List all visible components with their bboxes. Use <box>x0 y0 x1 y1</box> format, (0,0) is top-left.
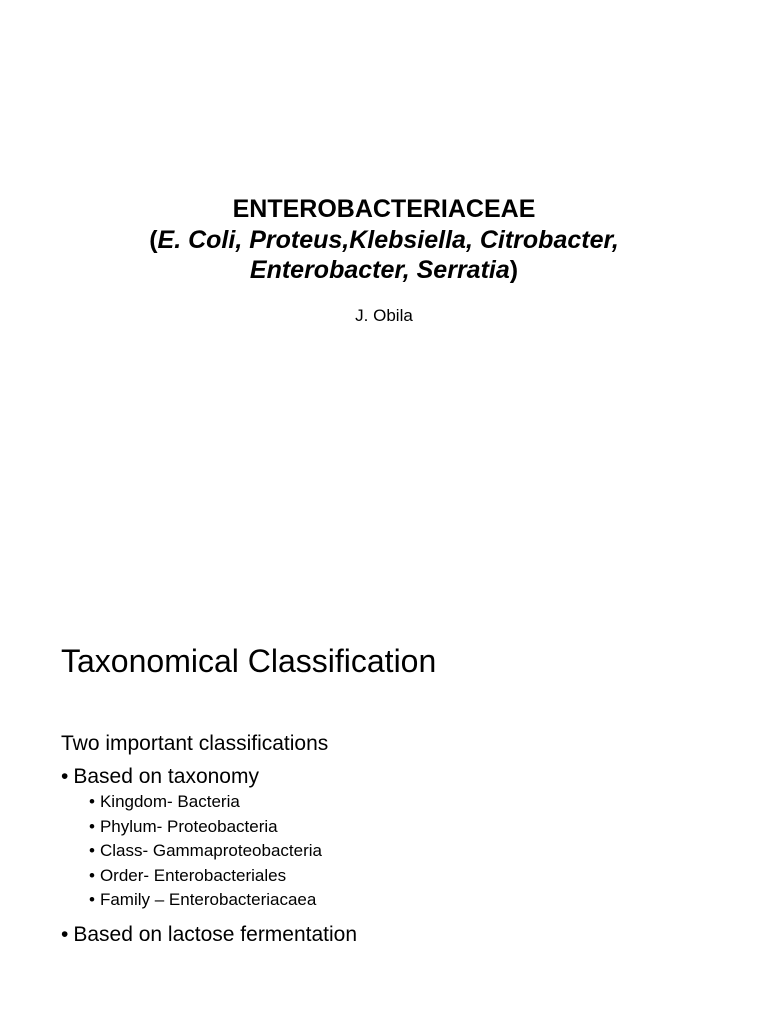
author-name: J. Obila <box>355 306 413 325</box>
sub-bullet-item <box>89 815 741 840</box>
title-line-2 <box>0 225 768 256</box>
sub-bullet-label: Order- Enterobacteriales <box>99 865 287 885</box>
taxonomy-sub-list <box>61 790 741 922</box>
bullet-dot-icon: • <box>61 923 69 946</box>
sub-bullet-item <box>89 864 741 889</box>
title-genera-line-3: Enterobacter, Serratia <box>249 256 510 284</box>
bullet-dot-icon: • <box>89 865 95 885</box>
title-genera-line-2: E. Coli, Proteus,Klebsiella, Citrobacter, <box>157 225 619 254</box>
taxonomy-slide <box>0 512 768 1024</box>
bullet-label: Based on lactose fermentation <box>73 923 358 946</box>
sub-bullet-item <box>89 790 741 815</box>
sub-bullet-label: Phylum- Proteobacteria <box>99 816 278 836</box>
bullet-dot-icon: • <box>89 816 95 836</box>
bullet-label: Based on taxonomy <box>73 765 259 788</box>
bullet-dot-icon: • <box>89 841 95 861</box>
slide-title <box>0 194 768 286</box>
sub-bullet-label: Class- Gammaproteobacteria <box>99 841 322 861</box>
title-open-paren: ( <box>149 225 158 254</box>
bullet-item-taxonomy <box>61 764 741 790</box>
sub-bullet-item <box>89 839 741 864</box>
title-line-1: ENTEROBACTERIACEAE <box>232 195 536 223</box>
bullet-item-lactose <box>61 922 741 948</box>
sub-bullet-item <box>89 888 741 913</box>
sub-bullet-label: Family – Enterobacteriacaea <box>99 890 317 910</box>
bullet-dot-icon: • <box>89 792 95 811</box>
bullet-dot-icon: • <box>61 765 69 788</box>
slide-heading: Taxonomical Classification <box>61 643 437 679</box>
title-line-3 <box>0 255 768 286</box>
title-close-paren: ) <box>509 256 519 284</box>
intro-text: Two important classifications <box>61 732 329 755</box>
sub-bullet-label: Kingdom- Bacteria <box>99 792 240 811</box>
bullet-dot-icon: • <box>89 890 95 910</box>
slide-body <box>61 731 741 948</box>
